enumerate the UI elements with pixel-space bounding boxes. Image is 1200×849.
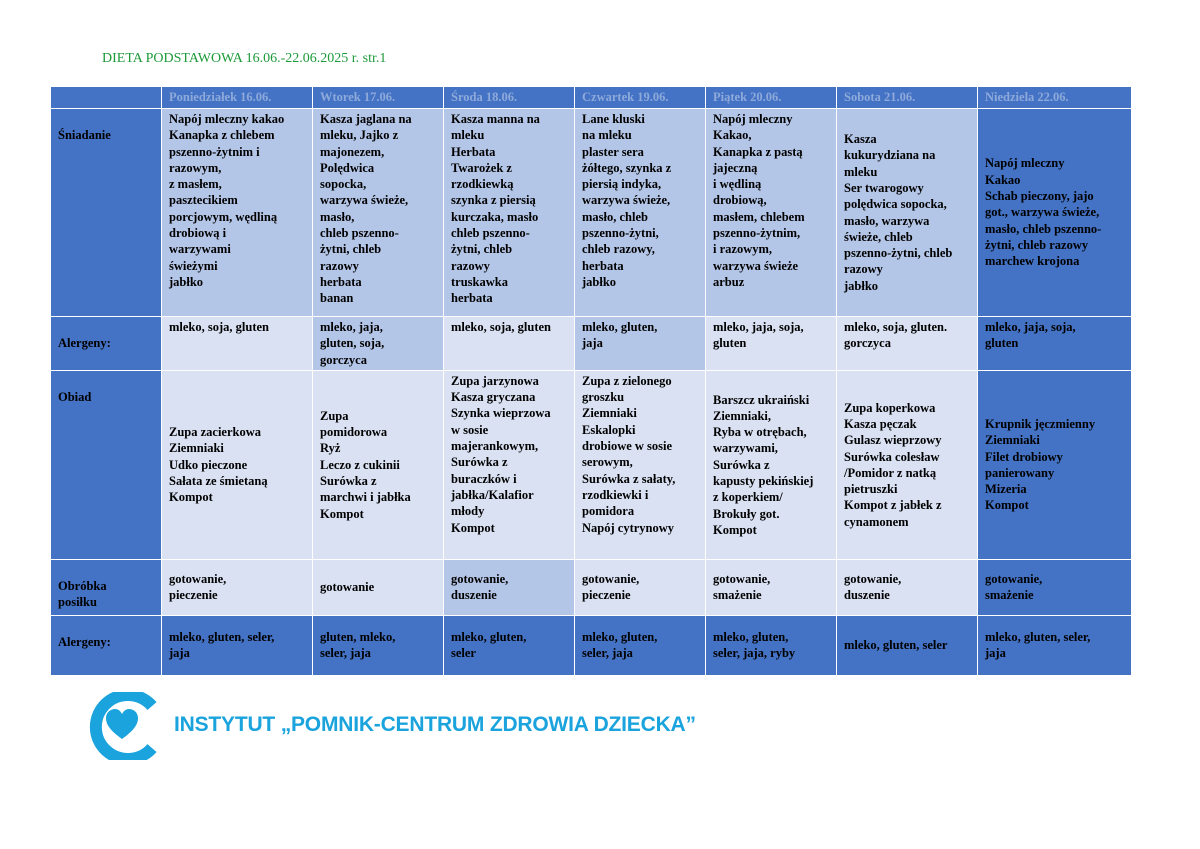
menu-cell-line: Zupa jarzynowa <box>451 373 539 388</box>
menu-cell-line: gotowanie <box>320 580 375 595</box>
menu-cell-line: rzodkiewki i <box>582 487 649 502</box>
menu-cell-line: smażenie <box>985 588 1034 603</box>
menu-cell <box>575 317 706 371</box>
menu-cell-line: jabłko <box>169 274 204 289</box>
menu-cell-line: Twarożek z <box>451 160 512 175</box>
menu-cell-line: masło, chleb <box>582 209 648 224</box>
menu-cell <box>575 109 706 317</box>
menu-cell-line: Zupa z zielonego <box>582 373 672 388</box>
institute-logo <box>84 692 164 765</box>
menu-cell-line: seler <box>451 646 476 661</box>
menu-cell-line: gotowanie, <box>844 572 902 587</box>
menu-cell-line: herbata <box>582 258 624 273</box>
menu-cell-line: jabłka/Kalafior <box>451 487 534 502</box>
menu-cell-line: sopocka, <box>320 177 367 192</box>
menu-cell <box>162 109 313 317</box>
menu-cell-line: mleko, gluten, seler, <box>985 630 1091 645</box>
menu-cell-line: polędwica sopocka, <box>844 197 947 212</box>
menu-cell-line: gorczyca <box>320 352 367 367</box>
menu-cell-line: gluten, mleko, <box>320 630 396 645</box>
row-obiad <box>51 370 1132 559</box>
menu-cell-line: kurczaka, masło <box>451 209 539 224</box>
menu-cell-line: Udko pieczone <box>169 457 248 472</box>
menu-cell-line: mleko, jaja, soja, <box>985 320 1076 334</box>
row-label-line: Alergeny: <box>58 336 111 350</box>
menu-cell-line: kukurydziana na <box>844 148 936 163</box>
menu-cell-line: warzywa świeże, <box>582 193 671 208</box>
menu-cell-line: Surówka z <box>713 457 770 472</box>
menu-cell-line: gluten <box>713 336 747 351</box>
row-label-line: posiłku <box>58 595 97 610</box>
menu-cell <box>444 109 575 317</box>
menu-cell-line: z koperkiem/ <box>713 490 783 505</box>
menu-cell-line: Ryż <box>320 441 341 456</box>
menu-cell-line: got., warzywa świeże, <box>985 205 1100 220</box>
menu-cell-line: masło, chleb pszenno- <box>985 221 1102 236</box>
menu-cell-line: buraczków i <box>451 471 517 486</box>
menu-cell-line: drobiowe w sosie <box>582 439 673 454</box>
menu-cell <box>706 615 837 675</box>
menu-cell-line: mleko, soja, gluten <box>169 320 269 334</box>
menu-cell-line: pieczenie <box>582 588 631 603</box>
row-label <box>51 317 162 371</box>
menu-cell <box>162 317 313 371</box>
menu-cell-line: Brokuły got. <box>713 506 780 521</box>
menu-cell-line: gorczyca <box>844 336 891 351</box>
menu-cell-line: marchew krojona <box>985 254 1080 269</box>
row-label-line: Obiad <box>58 389 92 404</box>
menu-cell <box>444 615 575 675</box>
menu-cell-line: Kompot <box>451 520 495 535</box>
menu-cell-line: Zupa zacierkowa <box>169 425 262 440</box>
menu-cell-line: masłem, chlebem <box>713 209 805 224</box>
row-obrobka <box>51 559 1132 615</box>
row-label <box>51 615 162 675</box>
menu-cell-line: żółtego, szynka z <box>582 160 672 175</box>
menu-cell-line: żytni, chleb razowy <box>985 237 1089 252</box>
menu-cell-line: Mizeria <box>985 482 1027 497</box>
heart-c-logo-icon <box>84 692 164 760</box>
menu-cell <box>162 370 313 559</box>
menu-cell-line: pasztecikiem <box>169 193 238 208</box>
menu-cell-line: mleko, gluten, <box>582 320 658 334</box>
menu-cell-line: Polędwica <box>320 160 375 175</box>
day-header: Środa 18.06. <box>444 87 575 109</box>
menu-cell-line: Kompot <box>320 506 364 521</box>
menu-cell-line: razowy <box>844 262 883 277</box>
row-label-line: Alergeny: <box>58 634 111 649</box>
menu-cell-line: serowym, <box>582 455 633 470</box>
menu-cell-line: duszenie <box>844 588 890 603</box>
menu-cell-line: Napój mleczny <box>985 156 1065 171</box>
menu-cell-line: Lane kluski <box>582 112 645 126</box>
menu-cell-line: Kompot z jabłek z <box>844 498 942 513</box>
menu-cell-line: Kasza pęczak <box>844 417 917 431</box>
menu-cell-line: mleku <box>451 128 485 143</box>
menu-cell-line: Kakao, <box>713 128 752 143</box>
menu-cell-line: Kasza <box>844 132 877 147</box>
menu-cell-line: Kanapka z pastą <box>713 144 803 159</box>
row-sniadanie <box>51 109 1132 317</box>
menu-cell <box>837 317 978 371</box>
menu-cell-line: razowy <box>451 258 490 273</box>
menu-cell-line: i wędliną <box>713 177 762 192</box>
menu-cell-line: jabłko <box>582 274 617 289</box>
menu-cell-line: seler, jaja <box>320 646 371 661</box>
day-header: Poniedziałek 16.06. <box>162 87 313 109</box>
menu-cell-line: i razowym, <box>713 242 773 257</box>
menu-cell <box>444 317 575 371</box>
day-header: Wtorek 17.06. <box>313 87 444 109</box>
menu-cell-line: mleko, gluten, seler, <box>169 630 275 645</box>
menu-cell-line: Szynka wieprzowa <box>451 406 551 421</box>
day-header: Czwartek 19.06. <box>575 87 706 109</box>
menu-cell <box>837 615 978 675</box>
menu-cell-line: groszku <box>582 390 625 405</box>
menu-cell-line: Kasza manna na <box>451 112 540 126</box>
menu-cell <box>706 370 837 559</box>
menu-cell-line: żytni, chleb <box>451 242 513 257</box>
menu-cell-line: drobiową, <box>713 193 767 208</box>
menu-cell-line: świeże, chleb <box>844 229 913 244</box>
menu-cell-line: Surówka colesław <box>844 449 940 464</box>
menu-cell-line: Ryba w otrębach, <box>713 425 807 440</box>
menu-cell-line: panierowany <box>985 465 1055 480</box>
menu-cell <box>978 559 1132 615</box>
menu-cell-line: Napój mleczny <box>713 112 793 126</box>
row-alergeny-sniadanie <box>51 317 1132 371</box>
menu-cell-line: Kompot <box>985 498 1029 513</box>
menu-cell-line: warzywami <box>169 242 231 257</box>
menu-cell-line: marchwi i jabłka <box>320 490 411 505</box>
menu-cell-line: gotowanie, <box>451 572 509 587</box>
day-header: Piątek 20.06. <box>706 87 837 109</box>
row-label <box>51 109 162 317</box>
menu-cell-line: warzywami, <box>713 441 778 456</box>
menu-cell <box>575 615 706 675</box>
menu-table <box>50 86 1132 676</box>
menu-cell-line: jajeczną <box>713 160 758 175</box>
menu-cell-line: seler, jaja, ryby <box>713 646 796 661</box>
menu-cell-line: młody <box>451 504 485 519</box>
menu-cell-line: Kanapka z chlebem <box>169 128 275 143</box>
menu-cell <box>706 109 837 317</box>
menu-cell-line: mleko, soja, gluten. <box>844 320 948 334</box>
menu-cell-line: pieczenie <box>169 588 218 603</box>
page-title: DIETA PODSTAWOWA 16.06.-22.06.2025 r. str.1 <box>102 51 387 66</box>
menu-cell <box>313 370 444 559</box>
menu-cell-line: Sałata ze śmietaną <box>169 474 268 489</box>
institute-name: INSTYTUT „POMNIK-CENTRUM ZDROWIA DZIECKA” <box>174 713 696 736</box>
menu-cell <box>978 370 1132 559</box>
menu-cell-line: pszenno-żytni, <box>582 226 659 241</box>
menu-cell-line: żytni, chleb <box>320 242 382 257</box>
menu-cell-line: gotowanie, <box>713 572 771 587</box>
menu-cell-line: gluten, soja, <box>320 336 385 351</box>
menu-cell-line: pszenno-żytnim i <box>169 144 260 159</box>
menu-cell <box>313 559 444 615</box>
menu-cell-line: gotowanie, <box>582 572 640 587</box>
menu-cell <box>978 109 1132 317</box>
menu-cell-line: banan <box>320 291 354 306</box>
menu-cell-line: jabłko <box>844 278 879 293</box>
row-label <box>51 559 162 615</box>
menu-cell <box>444 370 575 559</box>
menu-cell-line: Ser twarogowy <box>844 180 924 195</box>
menu-cell-line: mleko, soja, gluten <box>451 320 551 334</box>
menu-cell-line: chleb razowy, <box>582 242 655 257</box>
corner-cell <box>51 87 162 109</box>
menu-cell-line: truskawka <box>451 274 508 289</box>
menu-cell-line: piersią indyka, <box>582 177 662 192</box>
menu-cell-line: Surówka z <box>451 455 508 470</box>
menu-cell-line: Herbata <box>451 144 496 159</box>
menu-cell-line: seler, jaja <box>582 646 633 661</box>
menu-cell-line: na mleku <box>582 128 632 143</box>
menu-cell-line: razowy <box>320 258 359 273</box>
menu-cell <box>575 370 706 559</box>
menu-cell <box>313 615 444 675</box>
menu-cell-line: mleku, Jajko z <box>320 128 399 143</box>
menu-cell-line: Kakao <box>985 172 1021 187</box>
menu-cell-line: Surówka z sałaty, <box>582 471 676 486</box>
header-row <box>51 87 1132 109</box>
menu-cell <box>575 559 706 615</box>
menu-cell-line: mleko, gluten, <box>451 630 527 645</box>
row-alergeny-obiad <box>51 615 1132 675</box>
menu-cell-line: Kompot <box>169 490 213 505</box>
menu-cell-line: Ziemniaki <box>169 441 224 456</box>
menu-cell-line: drobiową i <box>169 226 227 241</box>
row-label-line: Śniadanie <box>58 128 111 142</box>
menu-cell-line: masło, warzywa <box>844 213 930 228</box>
menu-cell <box>837 370 978 559</box>
menu-cell-line: porcjowym, wędliną <box>169 209 278 224</box>
menu-cell-line: Ziemniaki <box>582 406 637 421</box>
menu-cell-line: majonezem, <box>320 144 385 159</box>
menu-cell-line: Eskalopki <box>582 422 636 437</box>
menu-cell-line: Napój cytrynowy <box>582 520 675 535</box>
menu-cell <box>837 559 978 615</box>
menu-cell-line: chleb pszenno- <box>451 226 530 241</box>
menu-cell <box>313 317 444 371</box>
menu-cell <box>162 615 313 675</box>
menu-cell-line: pomidorowa <box>320 425 388 440</box>
menu-cell-line: Kasza jaglana na <box>320 112 412 126</box>
menu-cell-line: /Pomidor z natką <box>844 465 937 480</box>
menu-cell-line: pszenno-żytni, chleb <box>844 246 953 261</box>
menu-cell-line: plaster sera <box>582 144 644 159</box>
menu-cell-line: pietruszki <box>844 482 898 497</box>
menu-cell-line: pszenno-żytnim, <box>713 226 801 241</box>
menu-cell-line: Ziemniaki <box>985 433 1040 448</box>
menu-cell <box>313 109 444 317</box>
menu-cell-line: Kasza gryczana <box>451 390 536 405</box>
menu-cell-line: mleku <box>844 164 878 179</box>
menu-cell <box>162 559 313 615</box>
menu-cell-line: Zupa <box>320 408 349 423</box>
menu-cell-line: warzywa świeże, <box>320 193 409 208</box>
menu-cell-line: mleko, gluten, seler <box>844 638 948 653</box>
menu-cell-line: jaja <box>582 336 603 351</box>
menu-cell <box>978 317 1132 371</box>
menu-cell-line: razowym, <box>169 160 222 175</box>
menu-cell-line: warzywa świeże <box>713 258 799 273</box>
day-header: Niedziela 22.06. <box>978 87 1132 109</box>
menu-cell-line: chleb pszenno- <box>320 226 399 241</box>
menu-cell-line: gotowanie, <box>985 572 1043 587</box>
menu-cell-line: mleko, jaja, <box>320 320 383 334</box>
menu-cell-line: gluten <box>985 336 1019 351</box>
menu-cell <box>837 109 978 317</box>
menu-cell-line: gotowanie, <box>169 572 227 587</box>
menu-cell-line: herbata <box>451 291 493 306</box>
menu-cell <box>706 317 837 371</box>
menu-cell-line: Ziemniaki, <box>713 408 771 423</box>
menu-cell-line: smażenie <box>713 588 762 603</box>
menu-cell-line: Krupnik jęczmienny <box>985 417 1096 431</box>
menu-cell-line: w sosie <box>451 422 489 437</box>
menu-cell-line: mleko, gluten, <box>713 630 789 645</box>
menu-cell-line: rzodkiewką <box>451 177 514 192</box>
menu-cell-line: świeżymi <box>169 258 218 273</box>
menu-cell-line: jaja <box>169 646 190 661</box>
menu-cell-line: duszenie <box>451 588 497 603</box>
menu-cell-line: herbata <box>320 274 362 289</box>
menu-cell-line: Schab pieczony, jajo <box>985 189 1094 204</box>
menu-cell <box>706 559 837 615</box>
menu-cell-line: Gulasz wieprzowy <box>844 433 942 448</box>
menu-cell-line: jaja <box>985 646 1006 661</box>
menu-cell-line: Zupa koperkowa <box>844 400 936 415</box>
day-header: Sobota 21.06. <box>837 87 978 109</box>
menu-cell-line: Barszcz ukraiński <box>713 392 810 407</box>
menu-cell-line: mleko, gluten, <box>582 630 658 645</box>
row-label <box>51 370 162 559</box>
row-label-line: Obróbka <box>58 578 107 593</box>
menu-cell-line: Filet drobiowy <box>985 449 1063 464</box>
menu-cell-line: Napój mleczny kakao <box>169 112 285 126</box>
menu-cell-line: mleko, jaja, soja, <box>713 320 804 334</box>
menu-cell-line: kapusty pekińskiej <box>713 474 814 489</box>
menu-cell-line: cynamonem <box>844 514 909 529</box>
menu-cell-line: szynka z piersią <box>451 193 536 208</box>
menu-cell-line: Surówka z <box>320 474 377 489</box>
menu-cell-line: masło, <box>320 209 355 224</box>
menu-cell-line: Leczo z cukinii <box>320 457 400 472</box>
menu-cell-line: arbuz <box>713 274 745 289</box>
menu-cell <box>978 615 1132 675</box>
menu-cell-line: z masłem, <box>169 177 222 192</box>
menu-cell-line: Kompot <box>713 522 757 537</box>
menu-cell <box>444 559 575 615</box>
menu-cell-line: majerankowym, <box>451 439 539 454</box>
menu-cell-line: pomidora <box>582 504 635 519</box>
